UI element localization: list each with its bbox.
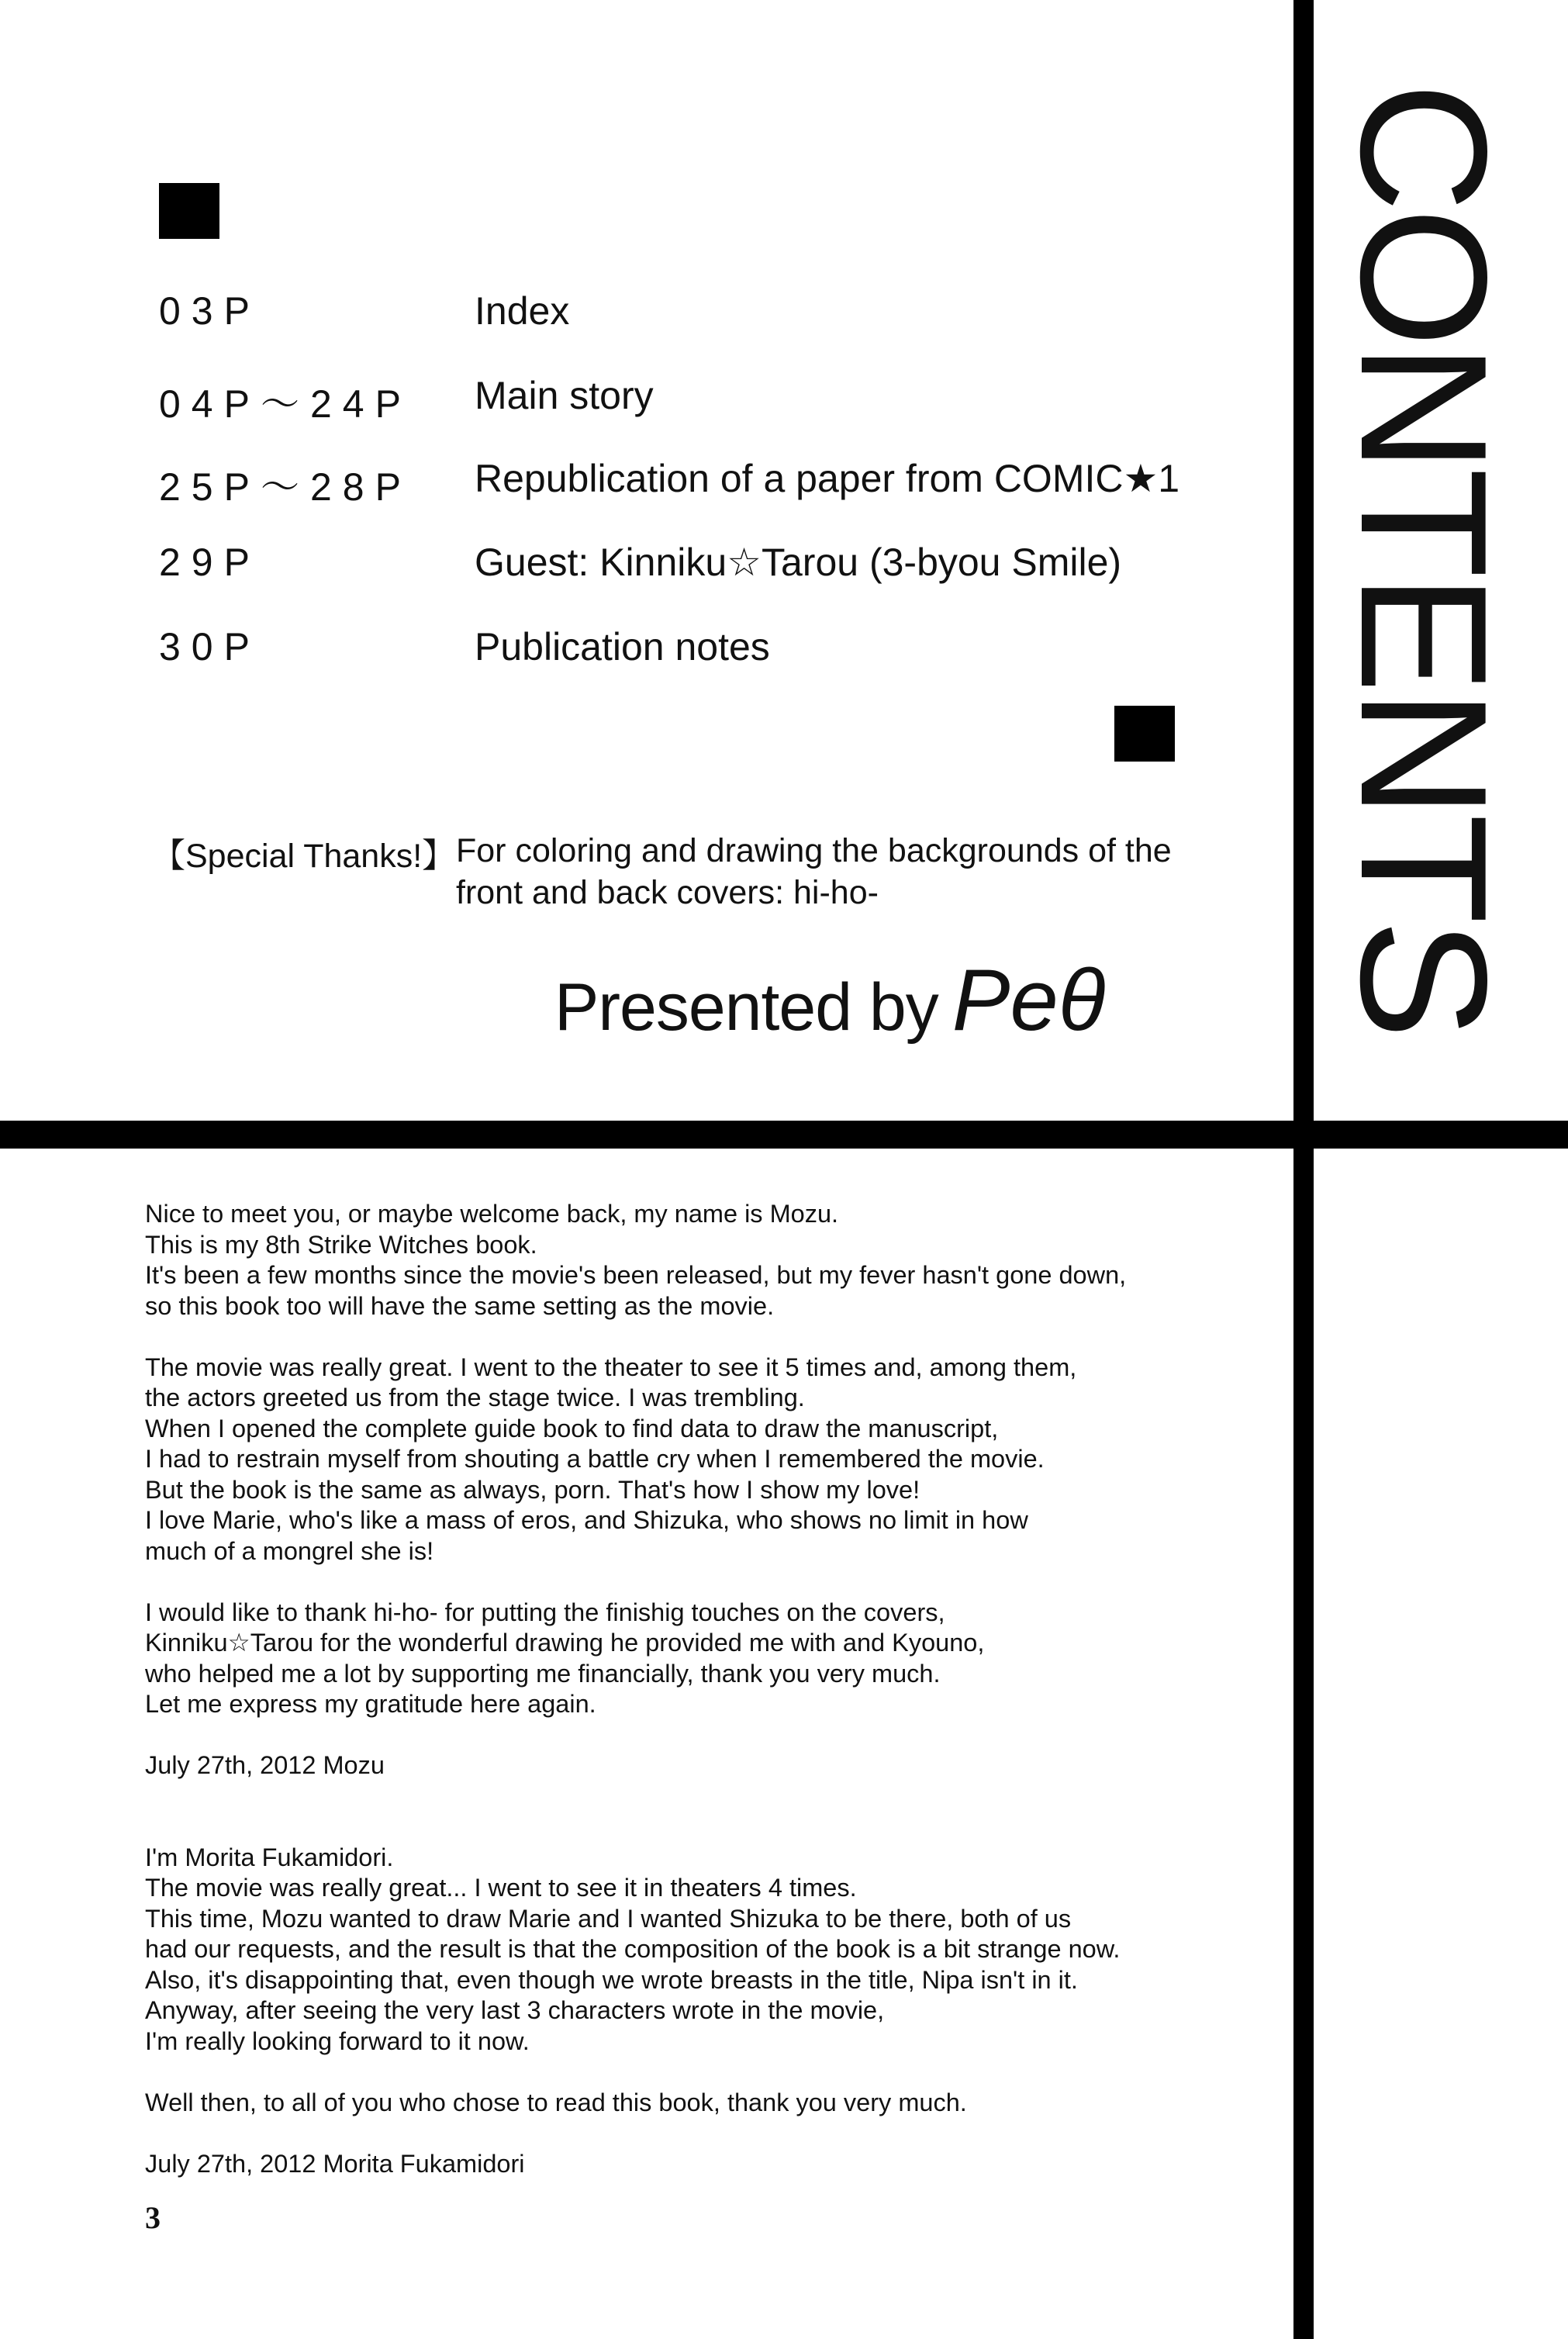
- special-thanks-label: 【Special Thanks!】: [152, 838, 456, 875]
- vertical-rule: [1293, 0, 1314, 2339]
- toc-pages: 04P～24P: [159, 382, 412, 426]
- toc-title: Index: [475, 289, 570, 333]
- toc-pages: 30P: [159, 625, 261, 669]
- toc-pages: 03P: [159, 289, 261, 333]
- afterword-signature: July 27th, 2012 Morita Fukamidori: [145, 2149, 525, 2178]
- afterword-signature: July 27th, 2012 Mozu: [145, 1751, 385, 1779]
- afterword-paragraph: I'm Morita Fukamidori. The movie was really great... I went to see it in theaters 4 times. This time, Mozu wanted to draw Marie and I wanted Shizuka to be there, both of us had our requests, and the result is that the composition of the book is a bit strange now. Also, it's disappointing that, even though we wrote breasts in the title, Nipa isn't in it. Anyway, after seeing the very last 3 characters wrote in the movie, I'm really looking forward to it now.: [145, 1843, 1121, 2055]
- circle-logo: Peθ: [952, 952, 1106, 1049]
- special-thanks-text: For coloring and drawing the backgrounds of the front and back covers: hi-ho-: [456, 832, 1172, 911]
- afterword-paragraph: Nice to meet you, or maybe welcome back, my name is Mozu. This is my 8th Strike Witches book. It's been a few months since the movie's been released, but my fever hasn't gone down, so this book too will have the same setting as the movie.: [145, 1200, 1127, 1320]
- toc-title: Republication of a paper from COMIC★1: [475, 457, 1180, 500]
- presented-by: [554, 950, 1106, 1050]
- black-square-middle: [1114, 706, 1175, 762]
- horizontal-rule: [0, 1121, 1568, 1149]
- black-square-top: [159, 183, 219, 239]
- toc-title: Guest: Kinniku☆Tarou (3-byou Smile): [475, 541, 1122, 584]
- contents-title: CONTENTS: [1323, 82, 1524, 1035]
- afterword-paragraph: Well then, to all of you who chose to read this book, thank you very much.: [145, 2088, 967, 2116]
- afterword: [145, 1199, 1277, 2210]
- toc-title: Publication notes: [475, 625, 770, 669]
- afterword-paragraph: The movie was really great. I went to the theater to see it 5 times and, among them, the actors greeted us from the stage twice. I was trembling. When I opened the complete guide book to find data to draw the manuscript, I had to restrain myself from shouting a battle cry when I remembered the movie. But the book is the same as always, porn. That's how I show my love! I love Marie, who's like a mass of eros, and Shizuka, who shows no limit in how much of a mongrel she is!: [145, 1353, 1077, 1565]
- afterword-paragraph: I would like to thank hi-ho- for putting the finishig touches on the covers, Kinniku☆Tarou for the wonderful drawing he provided me with and Kyouno, who helped me a lot by supporting me financially, thank you very much. Let me express my gratitude here again.: [145, 1598, 985, 1718]
- toc-title: Main story: [475, 374, 654, 417]
- toc-pages: 25P～28P: [159, 465, 412, 509]
- presented-by-label: Presented by: [554, 970, 938, 1045]
- page-number: 3: [145, 2200, 161, 2235]
- toc-pages: 29P: [159, 541, 261, 584]
